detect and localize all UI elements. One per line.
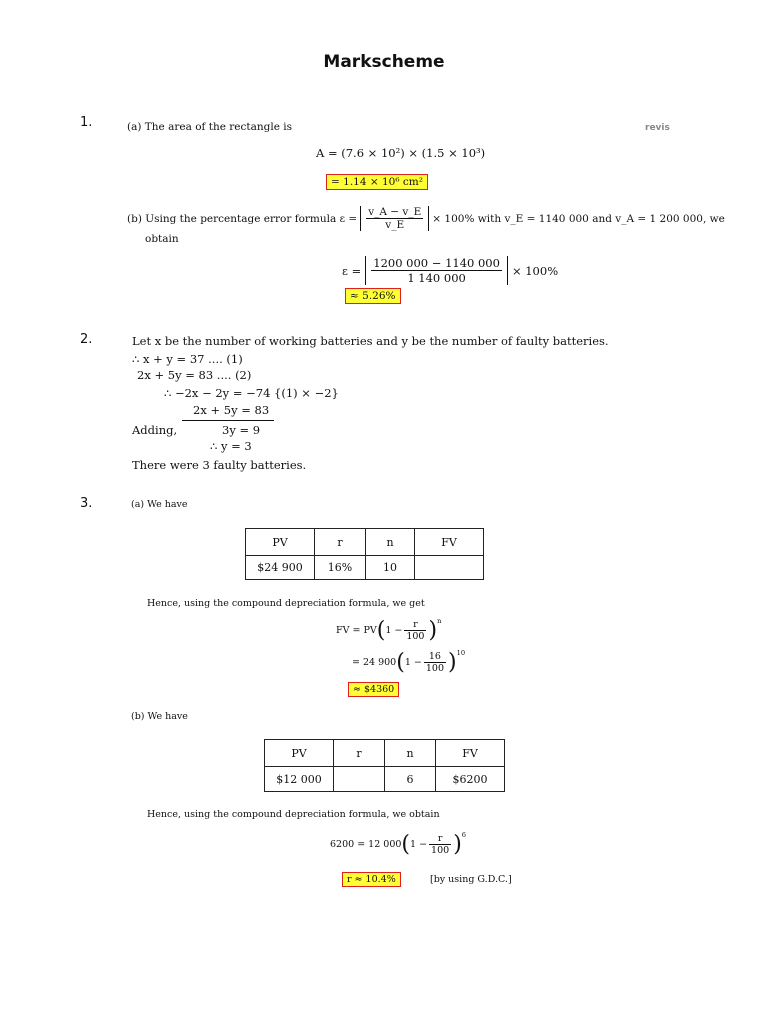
q1b-answer-highlight: ≈ 5.26% [345, 288, 401, 304]
question-3-number: 3. [80, 496, 93, 511]
q3b-hence: Hence, using the compound depreciation formula, we obtain [147, 809, 440, 820]
q1b-fraction-denominator: v_E [385, 219, 405, 231]
q1b-equation [342, 256, 558, 285]
q3a-eq2-fraction [424, 651, 446, 674]
q2-line-2: 2x + 5y = 83 .... (2) [137, 368, 252, 382]
q3a-cell-r: 16% [315, 556, 366, 580]
q3b-answer-highlight: r ≈ 10.4% [342, 872, 401, 887]
q3a-header-fv: FV [415, 529, 484, 556]
question-1-number: 1. [80, 115, 93, 130]
q1b-intro-part1: (b) Using the percentage error formula ε = [127, 212, 358, 225]
q2-line-3: ∴ −2x − 2y = −74 {(1) × −2} [164, 386, 339, 400]
q3b-table [264, 739, 505, 792]
q3b-cell-r [334, 767, 385, 792]
q1a-equation: A = (7.6 × 10²) × (1.5 × 10³) [316, 146, 486, 160]
q1b-intro-part2: × 100% with v_E = 1140 000 and v_A = 1 200 000, we [432, 212, 725, 225]
watermark-text: revis [645, 123, 670, 133]
q1b-eq-right: × 100% [511, 263, 559, 278]
q3a-header-pv: PV [246, 529, 315, 556]
q3a-eq1-denominator: 100 [406, 631, 425, 642]
q3b-eq-numerator: r [429, 833, 451, 845]
q3a-hence: Hence, using the compound depreciation formula, we get [147, 598, 425, 609]
q2-line-4: 2x + 5y = 83 [193, 403, 270, 417]
q1b-fraction [366, 206, 423, 231]
q3b-cell-n: 6 [385, 767, 436, 792]
q3a-eq2-denominator: 100 [425, 663, 444, 674]
q3b-eq-fraction [429, 833, 451, 856]
q3a-header-n: n [366, 529, 415, 556]
q3a-eq2-left: = 24 900 [352, 657, 397, 668]
q1b-fraction-numerator: v_A − v_E [368, 206, 422, 218]
q3b-cell-fv: $6200 [436, 767, 505, 792]
q3b-intro: (b) We have [131, 711, 188, 722]
q3a-eq1-fraction [404, 619, 426, 642]
q3b-equation: 6200 = 12 000 ( 1 − $\frac{r}{100}$ ) $^6$ [330, 830, 467, 857]
q1b-eq-left: ε = [342, 263, 362, 278]
q1b-eq-abs [365, 256, 508, 285]
q1b-intro-line [127, 206, 725, 231]
q3a-intro: (a) We have [131, 499, 188, 510]
q3a-eq1-left: FV = PV [336, 625, 377, 636]
q3b-header-fv: FV [436, 740, 505, 767]
q2-line-1: ∴ x + y = 37 .... (1) [132, 352, 243, 366]
q1a-answer-highlight: = 1.14 × 10⁶ cm² [326, 174, 428, 190]
q3a-table [245, 528, 484, 580]
q3a-equation-1: FV = PV ( 1 − $\frac{r}{100}$ ) $^n$ [336, 616, 442, 643]
q2-line-6: ∴ y = 3 [210, 439, 252, 453]
q1b-obtain: obtain [145, 233, 179, 245]
q2-intro: Let x be the number of working batteries and y be the number of faulty batteries. [132, 334, 609, 348]
q3a-cell-fv [415, 556, 484, 580]
q1b-eq-numerator: 1200 000 − 1140 000 [373, 256, 500, 270]
q2-conclusion: There were 3 faulty batteries. [132, 458, 307, 472]
q3a-cell-n: 10 [366, 556, 415, 580]
q3b-header-r: r [334, 740, 385, 767]
q3b-eq-left: 6200 = 12 000 [330, 839, 402, 850]
page-title: Markscheme [323, 52, 445, 72]
q3b-header-n: n [385, 740, 436, 767]
q1b-eq-fraction [371, 256, 502, 285]
q3a-equation-2: = 24 900 ( 1 − $\frac{16}{100}$ ) $^{10}$ [352, 648, 466, 675]
question-2-number: 2. [80, 332, 93, 347]
q3a-cell-pv: $24 900 [246, 556, 315, 580]
q3a-answer-highlight: ≈ $4360 [348, 682, 399, 697]
q3a-eq2-numerator: 16 [424, 651, 446, 663]
q3a-eq1-numerator: r [404, 619, 426, 631]
q3a-header-r: r [315, 529, 366, 556]
q1a-intro: (a) The area of the rectangle is [127, 121, 293, 133]
q2-addition-rule [182, 420, 274, 421]
q2-line-5: 3y = 9 [222, 423, 261, 437]
q3b-eq-denominator: 100 [431, 845, 450, 856]
q3b-header-pv: PV [265, 740, 334, 767]
q1b-abs-fraction [360, 206, 429, 231]
q3b-cell-pv: $12 000 [265, 767, 334, 792]
q1b-eq-denominator: 1 140 000 [407, 271, 466, 285]
q3b-note: [by using G.D.C.] [430, 874, 512, 885]
q2-adding-label: Adding, [132, 423, 178, 437]
